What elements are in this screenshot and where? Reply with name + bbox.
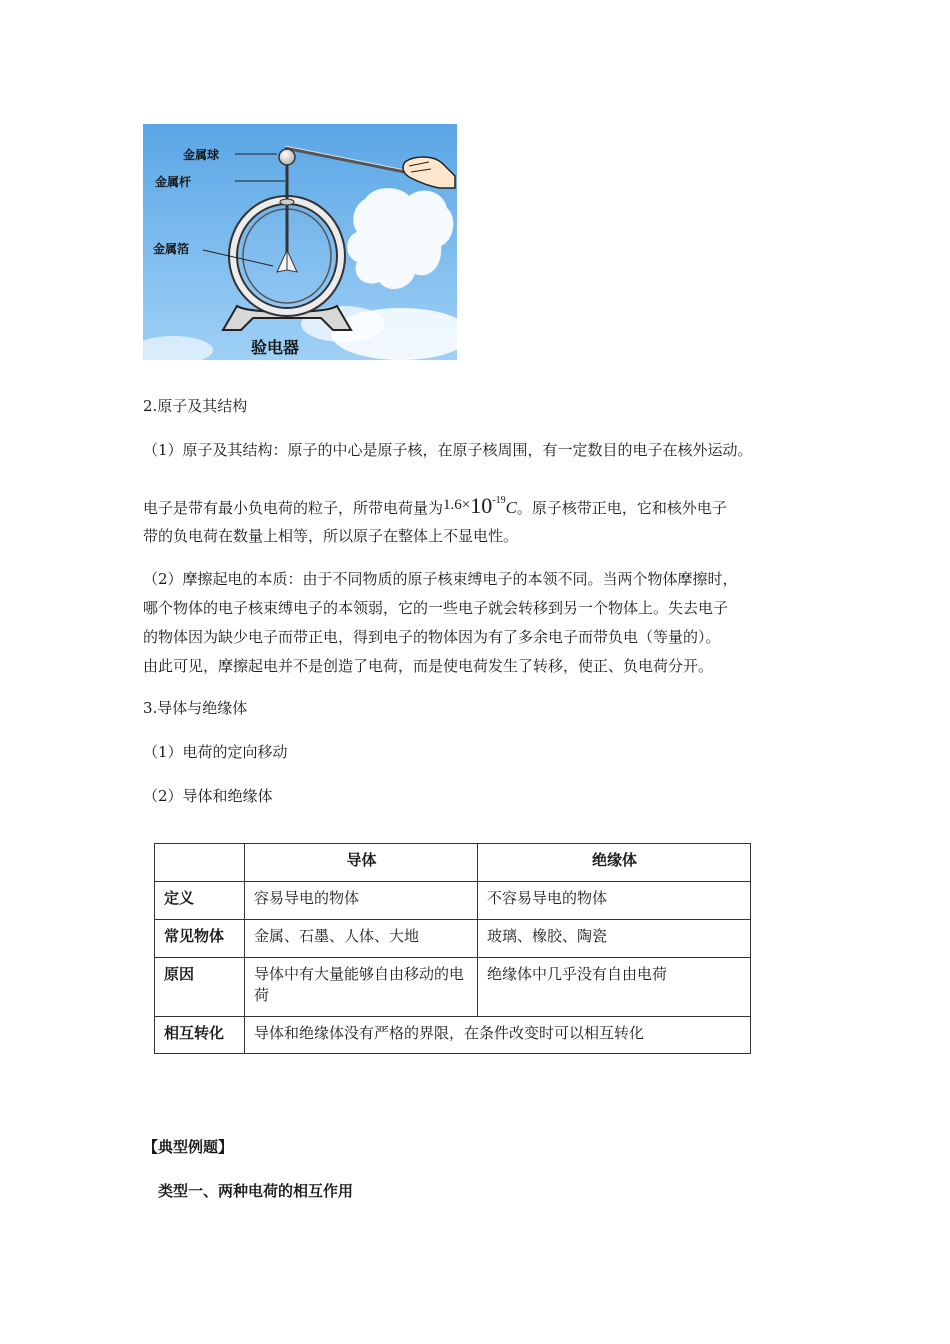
- row-label: 定义: [155, 882, 245, 920]
- label-metal-foil: 金属箔: [153, 242, 190, 256]
- charge-mantissa: 1.6: [443, 497, 462, 513]
- section-3-item-1: （1）电荷的定向移动: [143, 743, 288, 761]
- row-label: 原因: [155, 958, 245, 1017]
- conductor-cell: 金属、石墨、人体、大地: [245, 920, 478, 958]
- example-type-1: 类型一、两种电荷的相互作用: [158, 1182, 354, 1200]
- table-header-row: [155, 844, 751, 882]
- times-sign: ×: [461, 497, 471, 513]
- charge-base: 10: [470, 493, 493, 518]
- conductor-insulator-table: [154, 843, 751, 1054]
- conductor-cell: 容易导电的物体: [245, 882, 478, 920]
- paragraph-electron-charge-line2: 带的负电荷在数量上相等，所以原子在整体上不显电性。: [143, 527, 519, 545]
- row-label: 常见物体: [155, 920, 245, 958]
- conductor-cell: 导体中有大量能够自由移动的电荷: [245, 958, 478, 1017]
- charge-exponent: -19: [492, 495, 506, 506]
- insulator-cell: 玻璃、橡胶、陶瓷: [478, 920, 751, 958]
- section-2-heading: 2.原子及其结构: [143, 397, 248, 415]
- metal-ball: [279, 149, 295, 165]
- merged-cell: 导体和绝缘体没有严格的界限，在条件改变时可以相互转化: [245, 1017, 751, 1054]
- paragraph-friction-line4: 由此可见，摩擦起电并不是创造了电荷，而是使电荷发生了转移，使正、负电荷分开。: [143, 657, 714, 675]
- section-3-heading: 3.导体与绝缘体: [143, 699, 248, 717]
- label-metal-rod: 金属杆: [155, 175, 192, 189]
- label-metal-ball: 金属球: [183, 148, 220, 162]
- table-corner-cell: [155, 844, 245, 882]
- table-row: [155, 1017, 751, 1054]
- table-row: [155, 920, 751, 958]
- paragraph-electron-charge-end: 。原子核带正电，它和核外电子: [516, 499, 727, 517]
- paragraph-friction-line1: （2）摩擦起电的本质：由于不同物质的原子核束缚电子的本领不同。当两个物体摩擦时，: [143, 570, 738, 588]
- charge-unit: C: [505, 498, 517, 517]
- table-header-insulator: 绝缘体: [478, 844, 751, 882]
- figure-caption: 验电器: [251, 338, 300, 357]
- electroscope-figure: [143, 124, 457, 360]
- charge-formula: [443, 493, 517, 518]
- paragraph-friction-line2: 哪个物体的电子核束缚电子的本领弱，它的一些电子就会转移到另一个物体上。失去电子: [143, 599, 729, 617]
- insulator-cell: 绝缘体中几乎没有自由电荷: [478, 958, 751, 1017]
- section-3-item-2: （2）导体和绝缘体: [143, 787, 273, 805]
- table-header-conductor: 导体: [245, 844, 478, 882]
- table-row: [155, 958, 751, 1017]
- paragraph-electron-charge-start: 电子是带有最小负电荷的粒子，所带电荷量为: [143, 499, 444, 517]
- table-row: [155, 882, 751, 920]
- paragraph-electron-charge: [143, 491, 727, 519]
- row-label: 相互转化: [155, 1017, 245, 1054]
- insulator-cell: 不容易导电的物体: [478, 882, 751, 920]
- examples-heading: 【典型例题】: [143, 1138, 234, 1156]
- paragraph-atom-structure: （1）原子及其结构：原子的中心是原子核，在原子核周围，有一定数目的电子在核外运动。: [143, 441, 753, 459]
- paragraph-friction-line3: 的物体因为缺少电子而带正电，得到电子的物体因为有了多余电子而带负电（等量的）。: [143, 628, 721, 646]
